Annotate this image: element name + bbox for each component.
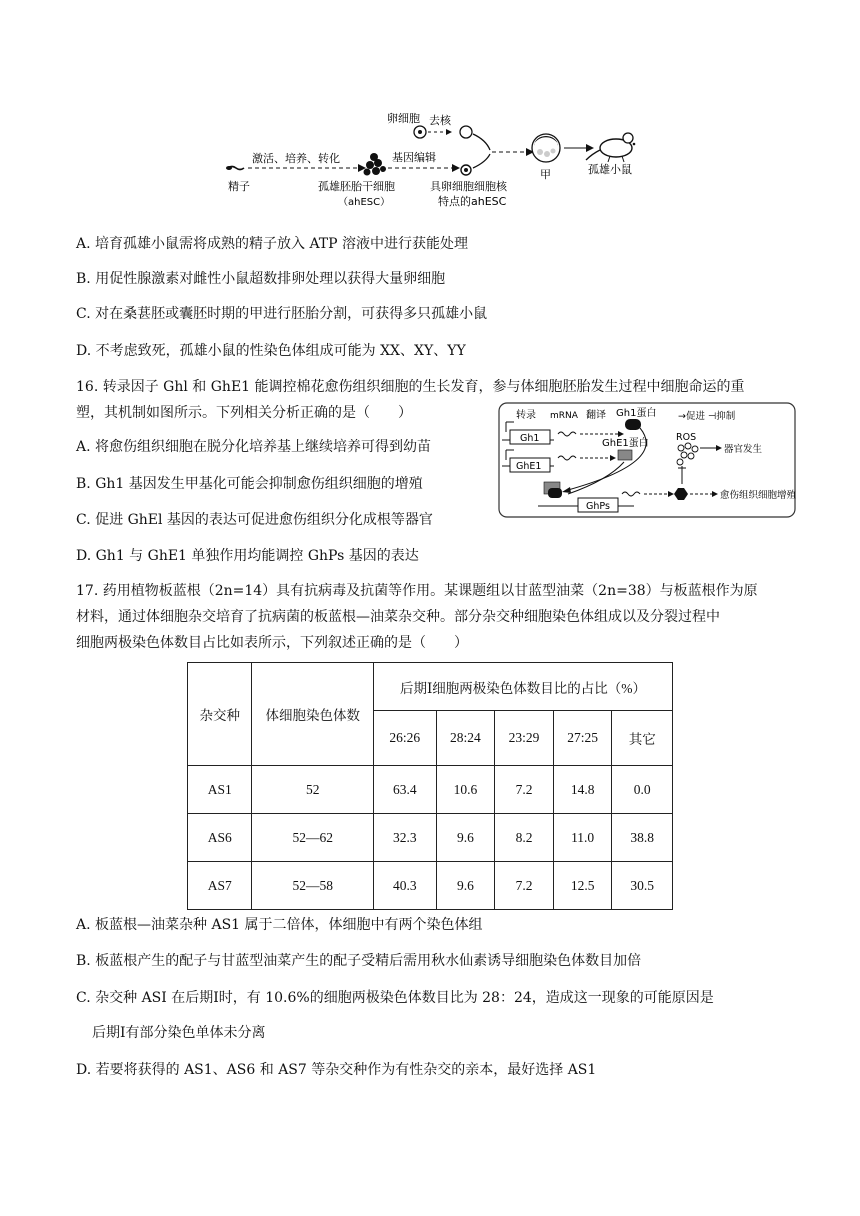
- q17-option-a: A. 板蓝根—油菜杂种 AS1 属于二倍体，体细胞中有两个染色体组: [76, 917, 483, 933]
- chromosome-ratio-table: [187, 662, 673, 910]
- q16-option-a: A. 将愈伤组织细胞在脱分化培养基上继续培养可得到幼苗: [76, 439, 432, 455]
- row-val: 7.2: [495, 766, 554, 814]
- header-chromosome-count: 体细胞染色体数: [252, 663, 374, 766]
- gh1-protein-label: Gh1蛋白: [616, 408, 657, 419]
- sperm-label: 精子: [228, 180, 250, 193]
- ros-label: ROS: [676, 432, 697, 443]
- ghe1-protein-label: GhE1蛋白: [602, 438, 649, 449]
- enucleated-egg-icon: [460, 126, 472, 138]
- q16-stem-line1: 16. 转录因子 Ghl 和 GhE1 能调控棉花愈伤组织细胞的生长发育，参与体细胞胚胎发生过程中细胞命运的重: [76, 379, 745, 395]
- header-col-2: 28:24: [436, 711, 495, 766]
- row-val: 32.3: [373, 814, 436, 862]
- q17-option-b: B. 板蓝根产生的配子与甘蓝型油菜产生的配子受精后需用秋水仙素诱导细胞染色体数目加倍: [76, 953, 642, 969]
- transcription-label: 转录: [516, 410, 536, 421]
- header-col-1: 26:26: [373, 711, 436, 766]
- translation-label: 翻译: [586, 410, 606, 421]
- row-chrom: 52—58: [252, 862, 374, 910]
- q16-option-d: D. Gh1 与 GhE1 单独作用均能调控 GhPs 基因的表达: [76, 548, 419, 564]
- ahesc-label: 孤雄胚胎干细胞: [318, 180, 395, 193]
- edited-ahesc-label-2: 特点的ahESC: [438, 195, 507, 208]
- table-row: [188, 862, 673, 910]
- header-ratio: 后期Ⅰ细胞两极染色体数目比的占比（%）: [373, 663, 672, 711]
- q17-stem-line3: 细胞两极染色体数目占比如表所示，下列叙述正确的是（ ）: [76, 635, 468, 651]
- embryo-jia-icon: [532, 134, 560, 162]
- ahesc-cluster-icon: [364, 153, 387, 176]
- row-val: 11.0: [553, 814, 612, 862]
- row-name: AS7: [188, 862, 252, 910]
- row-name: AS6: [188, 814, 252, 862]
- q17-stem-line2: 材料，通过体细胞杂交培育了抗病菌的板蓝根—油菜杂交种。部分杂交种细胞染色体组成以及分裂过程中: [76, 609, 720, 625]
- gh1-protein-icon: [625, 419, 641, 430]
- header-hybrid: 杂交种: [188, 663, 252, 766]
- row-val: 30.5: [612, 862, 673, 910]
- table-row: [188, 766, 673, 814]
- proliferation-label: 愈伤组织细胞增殖: [720, 490, 796, 501]
- q16-option-c: C. 促进 GhEl 基因的表达可促进愈伤组织分化成根等器官: [76, 512, 433, 528]
- gene-ghe1-label: GhE1: [516, 461, 542, 472]
- row-val: 12.5: [553, 862, 612, 910]
- gene-gh1-label: Gh1: [520, 433, 540, 444]
- gene-regulation-diagram: [498, 402, 796, 518]
- gene-edit-label: 基因编辑: [392, 151, 436, 164]
- q17-option-c-line2: 后期Ⅰ有部分染色单体未分离: [92, 1025, 266, 1041]
- ghe1-protein-icon: [618, 450, 632, 460]
- row-val: 10.6: [436, 766, 495, 814]
- ahesc-sub-label: （ahESC）: [338, 197, 391, 208]
- q15-option-b: B. 用促性腺激素对雌性小鼠超数排卵处理以获得大量卵细胞: [76, 271, 446, 287]
- mouse-label: 孤雄小鼠: [588, 163, 632, 176]
- q17-option-d: D. 若要将获得的 AS1、AS6 和 AS7 等杂交种作为有性杂交的亲本，最好选择 AS1: [76, 1062, 597, 1078]
- row-name: AS1: [188, 766, 252, 814]
- organ-label: 器官发生: [724, 444, 763, 455]
- egg-label: 卵细胞: [387, 112, 420, 125]
- fusion-lines: [473, 134, 490, 168]
- row-val: 9.6: [436, 814, 495, 862]
- mouse-icon: [586, 133, 635, 162]
- row-val: 8.2: [495, 814, 554, 862]
- activate-label: 激活、培养、转化: [252, 152, 340, 165]
- header-col-4: 27:25: [553, 711, 612, 766]
- q17-stem-line1: 17. 药用植物板蓝根（2n=14）具有抗病毒及抗菌等作用。某课题组以甘蓝型油菜（2n=38）与板蓝根作为原: [76, 583, 758, 599]
- row-val: 38.8: [612, 814, 673, 862]
- q15-option-a: A. 培育孤雄小鼠需将成熟的精子放入 ATP 溶液中进行获能处理: [76, 236, 469, 252]
- gene-ghps-label: GhPs: [586, 501, 610, 512]
- row-val: 9.6: [436, 862, 495, 910]
- q17-option-c-line1: C. 杂交种 ASI 在后期Ⅰ时，有 10.6%的细胞两极染色体数目比为 28：24，造成这一现象的可能原因是: [76, 990, 714, 1006]
- row-val: 40.3: [373, 862, 436, 910]
- mrna-label: mRNA: [550, 411, 578, 421]
- row-val: 0.0: [612, 766, 673, 814]
- row-val: 63.4: [373, 766, 436, 814]
- mouse-breeding-diagram: [224, 110, 644, 215]
- header-col-5: 其它: [612, 711, 673, 766]
- legend-label: →促进 ⊣抑制: [678, 411, 736, 422]
- q16-stem-line2: 塑，其机制如图所示。下列相关分析正确的是（ ）: [76, 405, 412, 421]
- q16-option-b: B. Gh1 基因发生甲基化可能会抑制愈伤组织细胞的增殖: [76, 476, 423, 492]
- header-col-3: 23:29: [495, 711, 554, 766]
- row-chrom: 52—62: [252, 814, 374, 862]
- jia-label: 甲: [540, 168, 551, 181]
- edited-ahesc-label-1: 具卵细胞细胞核: [430, 180, 507, 193]
- row-val: 7.2: [495, 862, 554, 910]
- q15-option-d: D. 不考虑致死，孤雄小鼠的性染色体组成可能为 XX、XY、YY: [76, 343, 466, 359]
- table-row: [188, 814, 673, 862]
- q15-option-c: C. 对在桑葚胚或囊胚时期的甲进行胚胎分割，可获得多只孤雄小鼠: [76, 306, 488, 322]
- enucleate-label: 去核: [429, 114, 451, 127]
- row-chrom: 52: [252, 766, 374, 814]
- row-val: 14.8: [553, 766, 612, 814]
